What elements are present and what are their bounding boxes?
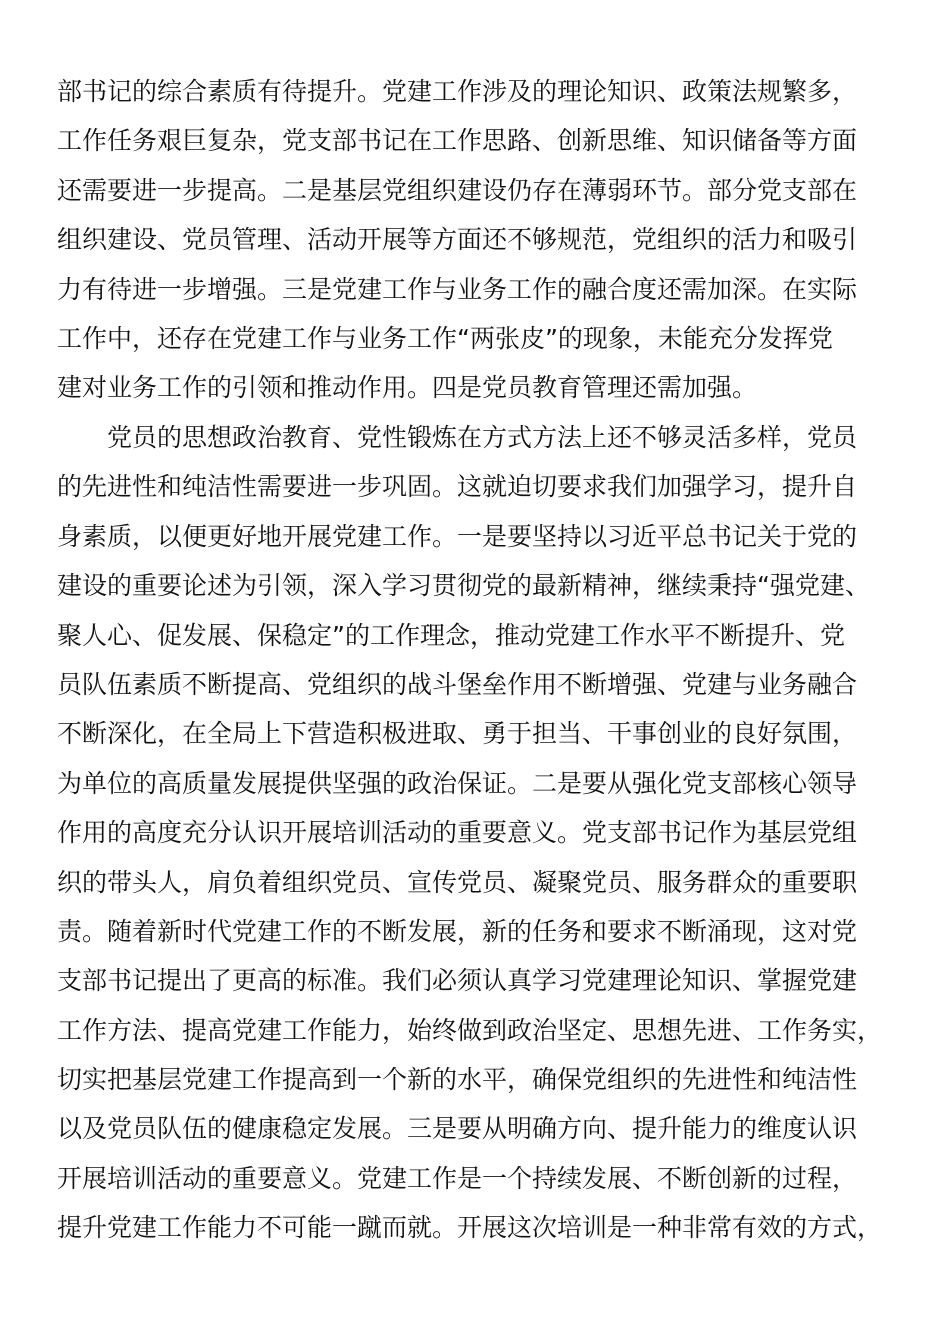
paragraph-2 xyxy=(57,413,893,1253)
text-line: 为单位的高质量发展提供坚强的政治保证。二是要从强化党支部核心领导 xyxy=(57,768,858,798)
text-line: 不断深化，在全局上下营造积极进取、勇于担当、干事创业的良好氛围， xyxy=(57,719,858,749)
text-line: 支部书记提出了更高的标准。我们必须认真学习党建理论知识、掌握党建 xyxy=(57,966,858,996)
text-line: 工作方法、提高党建工作能力，始终做到政治坚定、思想先进、工作务实， xyxy=(57,1015,883,1045)
text-line: 聚人心、促发展、保稳定”的工作理念，推动党建工作水平不断提升、党 xyxy=(57,620,845,650)
paragraph-1 xyxy=(57,67,893,413)
text-line: 织的带头人，肩负着组织党员、宣传党员、凝聚党员、服务群众的重要职 xyxy=(57,867,858,897)
text-line: 建设的重要论述为引领，深入学习贯彻党的最新精神，继续秉持“强党建、 xyxy=(57,571,870,601)
text-line: 工作中，还存在党建工作与业务工作“两张皮”的现象，未能充分发挥党 xyxy=(57,323,833,353)
text-line: 组织建设、党员管理、活动开展等方面还不够规范，党组织的活力和吸引 xyxy=(57,225,858,255)
text-line: 开展培训活动的重要意义。党建工作是一个持续发展、不断创新的过程， xyxy=(57,1163,858,1193)
text-line: 作用的高度充分认识开展培训活动的重要意义。党支部书记作为基层党组 xyxy=(57,818,858,848)
text-line: 身素质，以便更好地开展党建工作。一是要坚持以习近平总书记关于党的 xyxy=(57,521,858,551)
text-line: 责。随着新时代党建工作的不断发展，新的任务和要求不断涌现，这对党 xyxy=(57,916,858,946)
text-line-first-indented: 党员的思想政治教育、党性锻炼在方式方法上还不够灵活多样，党员 xyxy=(107,423,858,452)
text-line: 部书记的综合素质有待提升。党建工作涉及的理论知识、政策法规繁多， xyxy=(57,77,858,106)
text-line: 提升党建工作能力不可能一蹴而就。开展这次培训是一种非常有效的方式， xyxy=(57,1213,883,1243)
text-line: 建对业务工作的引领和推动作用。四是党员教育管理还需加强。 xyxy=(57,373,758,403)
text-line: 还需要进一步提高。二是基层党组织建设仍存在薄弱环节。部分党支部在 xyxy=(57,175,858,205)
text-line: 以及党员队伍的健康稳定发展。三是要从明确方向、提升能力的维度认识 xyxy=(57,1114,858,1144)
text-line: 工作任务艰巨复杂，党支部书记在工作思路、创新思维、知识储备等方面 xyxy=(57,126,858,156)
text-line: 的先进性和纯洁性需要进一步巩固。这就迫切要求我们加强学习，提升自 xyxy=(57,472,858,502)
text-line: 员队伍素质不断提高、党组织的战斗堡垒作用不断增强、党建与业务融合 xyxy=(57,669,858,699)
text-line: 力有待进一步增强。三是党建工作与业务工作的融合度还需加深。在实际 xyxy=(57,274,858,304)
text-line: 切实把基层党建工作提高到一个新的水平，确保党组织的先进性和纯洁性 xyxy=(57,1065,858,1095)
